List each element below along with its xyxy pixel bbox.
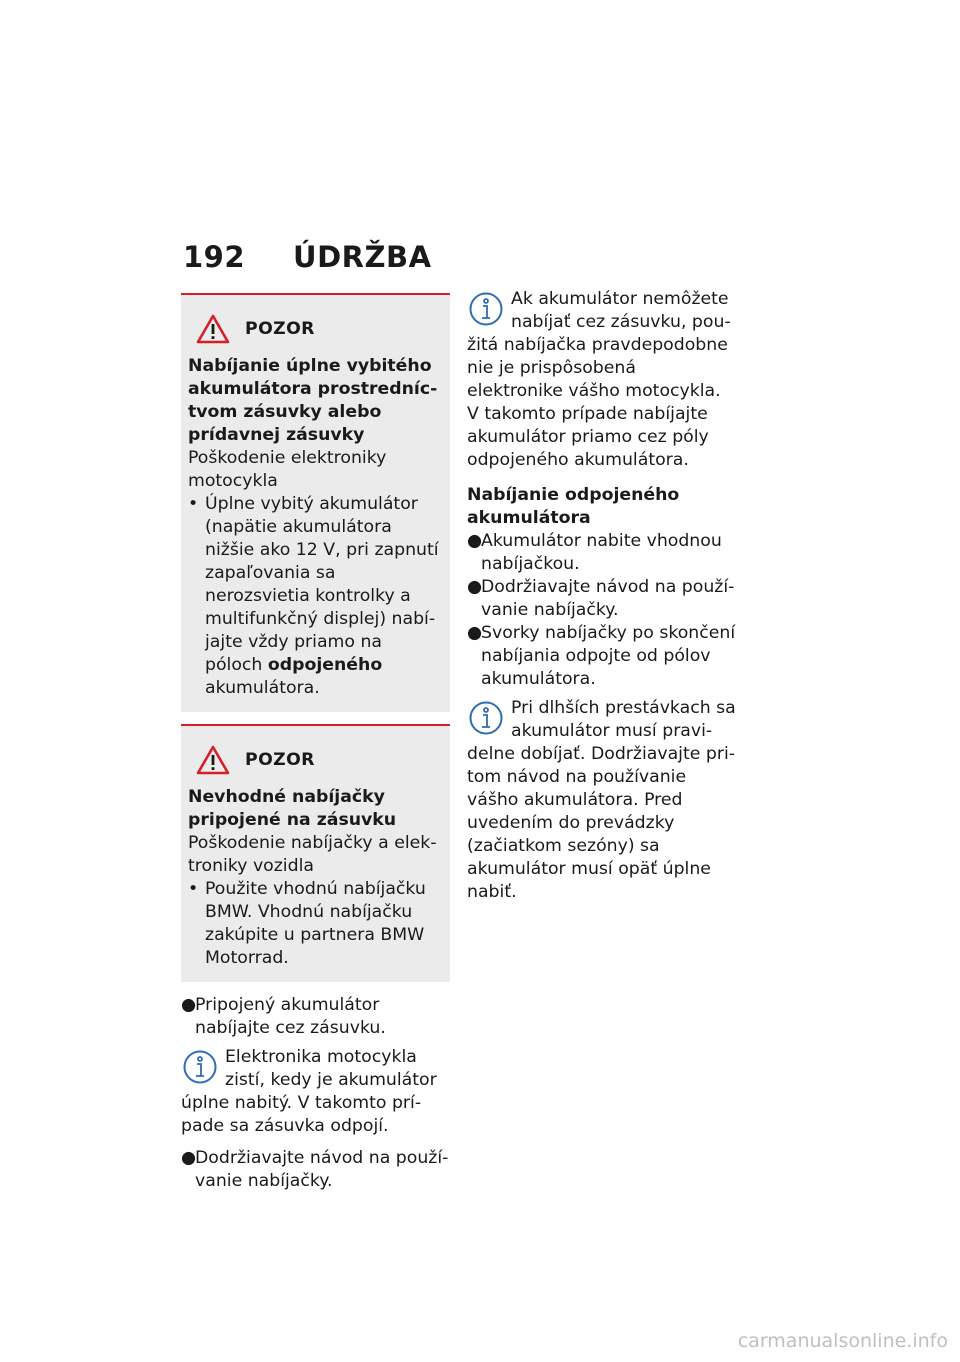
warning-instruction [188, 493, 440, 700]
page-number: 192 [183, 240, 246, 274]
step-item [467, 576, 736, 622]
info-note-text: Pri dlhších prestávkach sa akumulátor musí pravidelne dobíjať. Dodržiavajte pritom návod na používanie vášho akumulátora. Pred uvedením do prevádzky (začiatkom sezóny) sa akumulátor musí opäť úplne nabiť. [467, 698, 736, 902]
warning-label: POZOR [245, 318, 315, 339]
instruction-part: Úplne vybitý akumulátor (napätie akumulátora nižšie ako 12 V, pri zapnutí zapaľovania sa nerozsvietia kontrolky a multifunkčný displej) nabíjajte vždy priamo na póloch [205, 494, 439, 675]
step-text: Dodržiavajte návod na používanie nabíjačky. [195, 1148, 449, 1191]
step-text: Dodržiavajte návod na používanie nabíjačky. [481, 577, 735, 620]
chapter-title: ÚDRŽBA [293, 240, 432, 274]
warning-box-discharged-battery [181, 293, 450, 712]
step-bullet: ● [467, 531, 483, 551]
warning-header [188, 742, 440, 778]
warning-instruction-text: Použite vhodnú nabíjačku BMW. Vhodnú nabíjačku zakúpite u partnera BMW Motorrad. [205, 879, 426, 968]
step-bullet: ● [467, 623, 483, 643]
step-text: Svorky nabíjačky po skončení nabíjania odpojte od pólov akumulátora. [481, 623, 736, 689]
warning-title: Nabíjanie úplne vybitého akumulátora prostredníctvom zásuvky alebo prídavnej zásuvky [188, 356, 438, 445]
warning-triangle-icon [196, 745, 230, 775]
warning-title: Nevhodné nabíjačky pripojené na zásuvku [188, 787, 397, 830]
step-item [181, 994, 450, 1040]
step-text: Pripojený akumulátor nabíjajte cez zásuvku. [195, 995, 386, 1038]
instruction-emphasis: odpojeného [267, 655, 383, 675]
page-header [183, 240, 432, 274]
warning-consequence: Poškodenie nabíjačky a elektroniky vozidla [188, 833, 437, 876]
step-item [467, 622, 736, 691]
step-item [181, 1147, 450, 1193]
left-column [181, 293, 450, 1193]
info-icon [467, 700, 505, 736]
warning-instruction [188, 878, 440, 970]
info-icon [467, 291, 505, 327]
warning-header [188, 311, 440, 347]
warning-instruction-text [205, 493, 440, 700]
bullet-marker: • [188, 494, 199, 514]
info-icon [181, 1049, 219, 1085]
right-column [467, 288, 736, 904]
bullet-marker: • [188, 879, 199, 899]
info-note-text: Elektronika motocykla zistí, kedy je akumulátor úplne nabitý. V takomto prípade sa zásuvka odpojí. [181, 1047, 437, 1136]
step-text: Akumulátor nabite vhodnou nabíjačkou. [481, 531, 722, 574]
step-bullet: ● [467, 577, 483, 597]
step-bullet: ● [181, 995, 197, 1015]
watermark[interactable]: carmanualsonline.info [737, 1330, 948, 1352]
warning-box-unsuitable-charger [181, 724, 450, 982]
warning-consequence: Poškodenie elektroniky motocykla [188, 448, 387, 491]
section-heading: Nabíjanie odpojeného akumulátora [467, 485, 680, 528]
warning-triangle-icon [196, 314, 230, 344]
step-bullet: ● [181, 1148, 197, 1168]
info-note [467, 697, 736, 904]
info-note [467, 288, 736, 472]
info-note [181, 1046, 450, 1138]
info-note-text: Ak akumulátor nemôžete nabíjať cez zásuvku, použitá nabíjačka pravdepodobne nie je prispôsobená elektronike vášho motocykla. V takomto prípade nabíjajte akumulátor priamo cez póly odpojeného akumulátora. [467, 289, 731, 470]
step-item [467, 530, 736, 576]
instruction-part: akumulátora. [205, 678, 320, 698]
warning-label: POZOR [245, 749, 315, 770]
